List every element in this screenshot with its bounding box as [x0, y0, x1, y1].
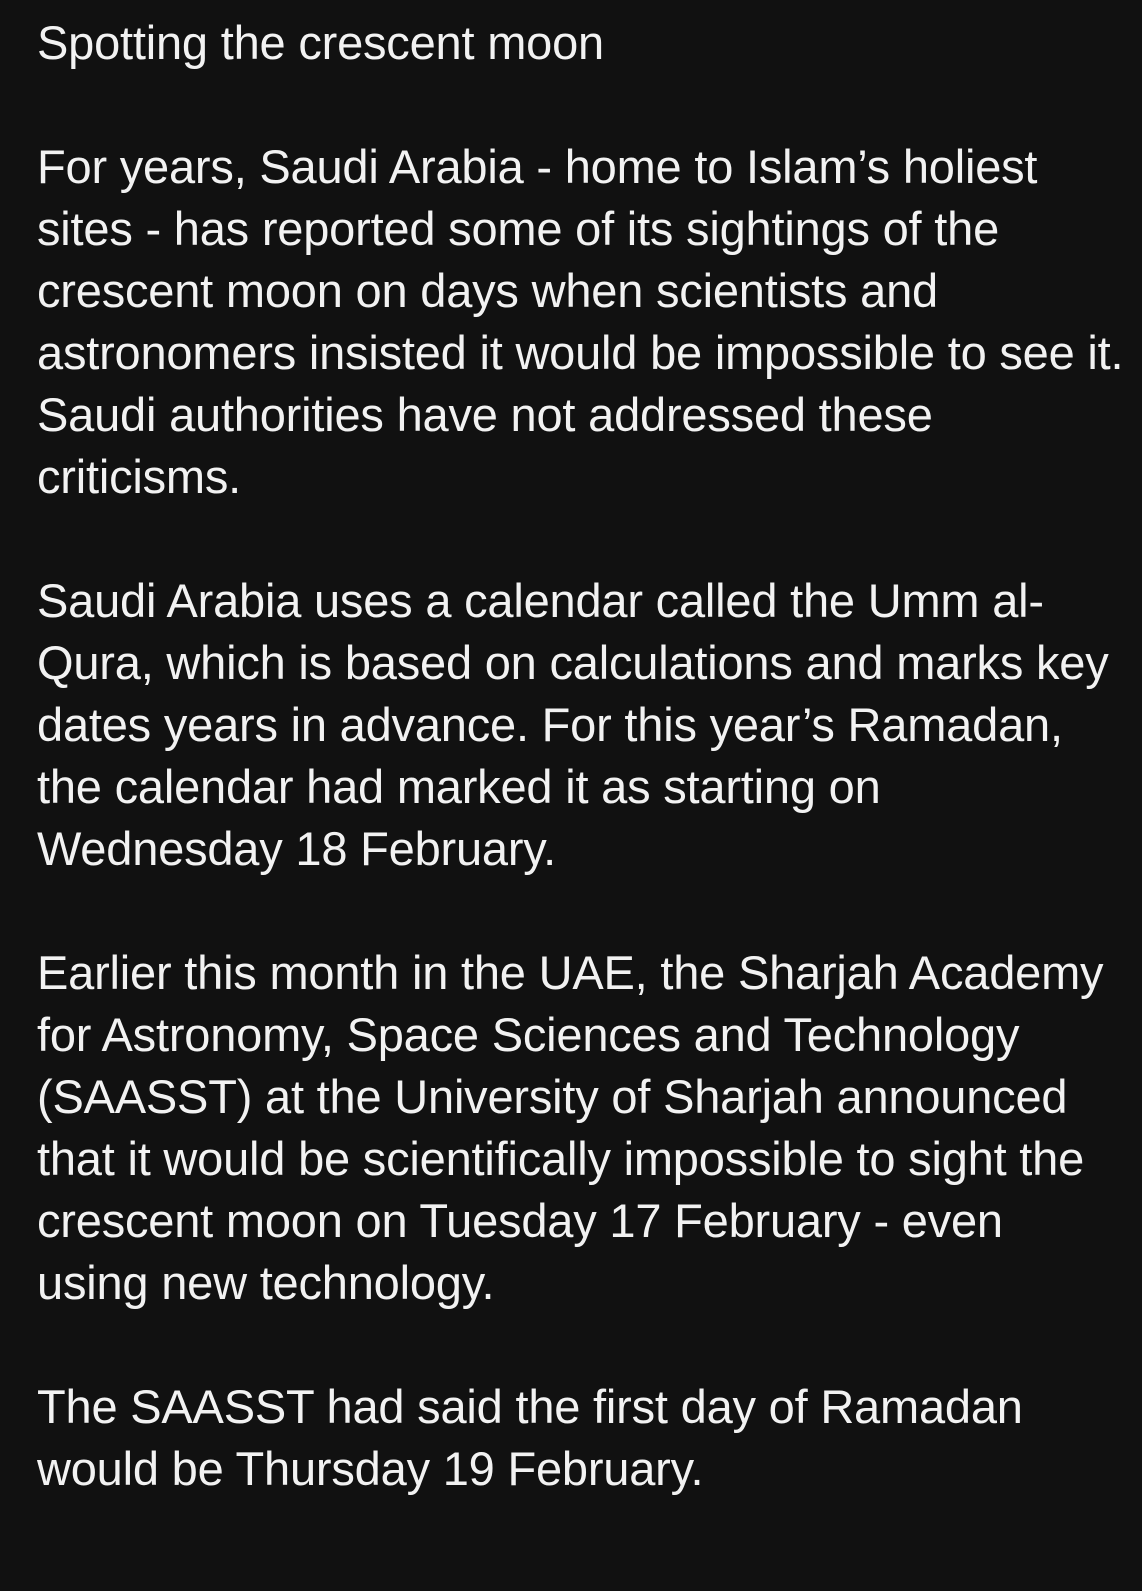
- note-title: Spotting the crescent moon: [37, 16, 604, 69]
- paragraph-first-day-ramadan: The SAASST had said the first day of Ramadan would be Thursday 19 February.: [37, 1380, 1023, 1495]
- paragraph-umm-al-qura: Saudi Arabia uses a calendar called the Umm al-Qura, which is based on calculations and marks key dates years in advance. For this year’s Ramadan, the calendar had marked it as starting on Wednesday 18 February.: [37, 574, 1109, 875]
- paragraph-sightings: For years, Saudi Arabia - home to Islam’s holiest sites - has reported some of its sightings of the crescent moon on days when scientists and astronomers insisted it would be impossible to see it. Saudi authorities have not addressed these criticisms.: [37, 140, 1124, 503]
- note-body[interactable]: [37, 12, 1127, 1562]
- paragraph-saasst-announcement: Earlier this month in the UAE, the Sharjah Academy for Astronomy, Space Sciences and Technology (SAASST) at the University of Sharjah announced that it would be scientifically impossible to sight the crescent moon on Tuesday 17 February - even using new technology.: [37, 946, 1104, 1309]
